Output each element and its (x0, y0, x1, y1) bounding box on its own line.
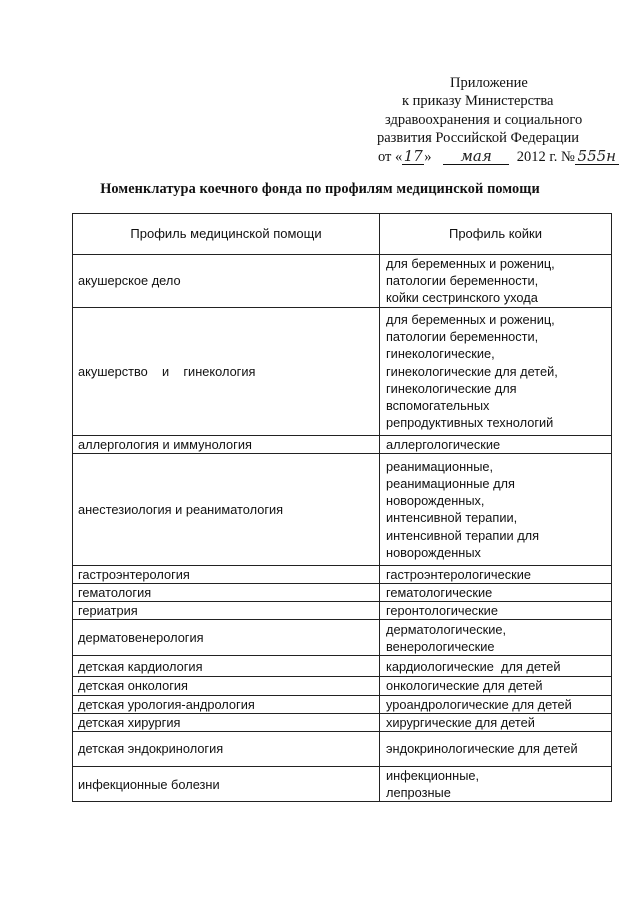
column-header-profile: Профиль медицинской помощи (73, 214, 380, 255)
bed-profile-line: онкологические для детей (386, 678, 543, 694)
bed-profile-cell (380, 695, 612, 713)
bed-profile-cell (380, 453, 612, 565)
date-mid: » (424, 148, 432, 165)
medical-profile-cell: дерматовенерология (73, 620, 380, 656)
document-title: Номенклатура коечного фонда по профилям медицинской помощи (100, 181, 540, 197)
bed-profile-cell (380, 565, 612, 583)
bed-profile-line: для беременных и рожениц, (386, 256, 555, 271)
medical-profile-cell: акушерство и гинекология (73, 307, 380, 435)
bed-profile-line: реанимационные для (386, 475, 515, 491)
bed-profile-line: койки сестринского ухода (386, 290, 538, 306)
bed-profile-line: гематологические (386, 585, 493, 601)
table-row (73, 713, 612, 731)
bed-profile-line: аллергологические (386, 436, 501, 452)
bed-profile-line: новорожденных, (386, 493, 485, 509)
bed-profile-line: гастроэнтерологические (386, 566, 531, 582)
bed-profile-cell (380, 602, 612, 620)
bed-profile-cell (380, 677, 612, 695)
medical-profile-cell: детская хирургия (73, 713, 380, 731)
table-header-row (73, 214, 612, 255)
table-row (73, 656, 612, 677)
appendix-header (372, 74, 622, 166)
bed-profile-line: новорожденных (386, 544, 481, 560)
bed-profile-line: лепрозные (386, 785, 451, 801)
medical-profile-cell: аллергология и иммунология (73, 435, 380, 453)
order-number: 555н (575, 149, 619, 165)
bed-profile-line: гинекологические для (386, 380, 517, 396)
date-prefix: от « (378, 148, 403, 165)
bed-profile-cell (380, 713, 612, 731)
table-row (73, 695, 612, 713)
table-row (73, 565, 612, 583)
bed-profile-line: инфекционные, (386, 768, 480, 784)
federation-line: развития Российской Федерации (377, 130, 579, 147)
table-row (73, 732, 612, 767)
bed-profile-line: гинекологические для детей, (386, 363, 558, 379)
table-row (73, 767, 612, 802)
bed-profile-line: гинекологические, (386, 346, 495, 362)
bed-profile-line: интенсивной терапии для (386, 527, 540, 543)
bed-profile-cell (380, 656, 612, 677)
order-year: 2012 г. № (516, 148, 575, 165)
medical-profile-cell: гастроэнтерология (73, 565, 380, 583)
bed-profile-line: интенсивной терапии, (386, 510, 518, 526)
bed-profile-line: хирургические для детей (386, 714, 535, 730)
bed-profile-line: эндокринологические для детей (386, 741, 578, 757)
bed-profile-line: венерологические (386, 638, 495, 654)
table-row (73, 677, 612, 695)
table-body (73, 255, 612, 802)
appendix-label: Приложение (450, 75, 528, 91)
table-row (73, 620, 612, 656)
bed-profile-cell (380, 435, 612, 453)
bed-profile-line: репродуктивных технологий (386, 415, 554, 431)
order-date-line (372, 148, 622, 166)
order-ref-line: к приказу Министерства (402, 93, 554, 110)
medical-profile-cell: детская эндокринология (73, 732, 380, 767)
table-row (73, 602, 612, 620)
bed-profile-cell (380, 732, 612, 767)
bed-profile-line: уроандрологические для детей (386, 696, 572, 712)
bed-profile-cell (380, 584, 612, 602)
bed-profile-line: патологии беременности, (386, 273, 539, 289)
column-header-beds: Профиль койки (380, 214, 612, 255)
bed-profile-cell (380, 767, 612, 802)
medical-profile-cell: инфекционные болезни (73, 767, 380, 802)
bed-profile-cell (380, 255, 612, 308)
medical-profile-cell: детская кардиология (73, 656, 380, 677)
order-day: 17 (403, 146, 423, 165)
bed-profile-line: вспомогательных (386, 397, 490, 413)
table-row (73, 255, 612, 308)
medical-profile-cell: акушерское дело (73, 255, 380, 308)
bed-profile-line: для беременных и рожениц, (386, 311, 555, 327)
medical-profile-cell: гериатрия (73, 602, 380, 620)
table-row (73, 307, 612, 435)
bed-profile-line: кардиологические для детей (386, 658, 561, 674)
bed-profile-line: реанимационные, (386, 458, 494, 474)
bed-profile-line: дерматологические, (386, 621, 507, 637)
table-row (73, 584, 612, 602)
table-row (73, 435, 612, 453)
order-month: мая (443, 149, 509, 165)
medical-profile-cell: гематология (73, 584, 380, 602)
medical-profile-cell: детская урология-андрология (73, 695, 380, 713)
ministry-line: здравоохранения и социального (385, 111, 583, 128)
bed-profile-cell (380, 620, 612, 656)
bed-profile-line: патологии беременности, (386, 329, 539, 345)
bed-profile-cell (380, 307, 612, 435)
bed-profile-line: геронтологические (386, 603, 498, 619)
medical-profile-cell: анестезиология и реаниматология (73, 453, 380, 565)
table-row (73, 453, 612, 565)
nomenclature-table (72, 213, 612, 802)
medical-profile-cell: детская онкология (73, 677, 380, 695)
